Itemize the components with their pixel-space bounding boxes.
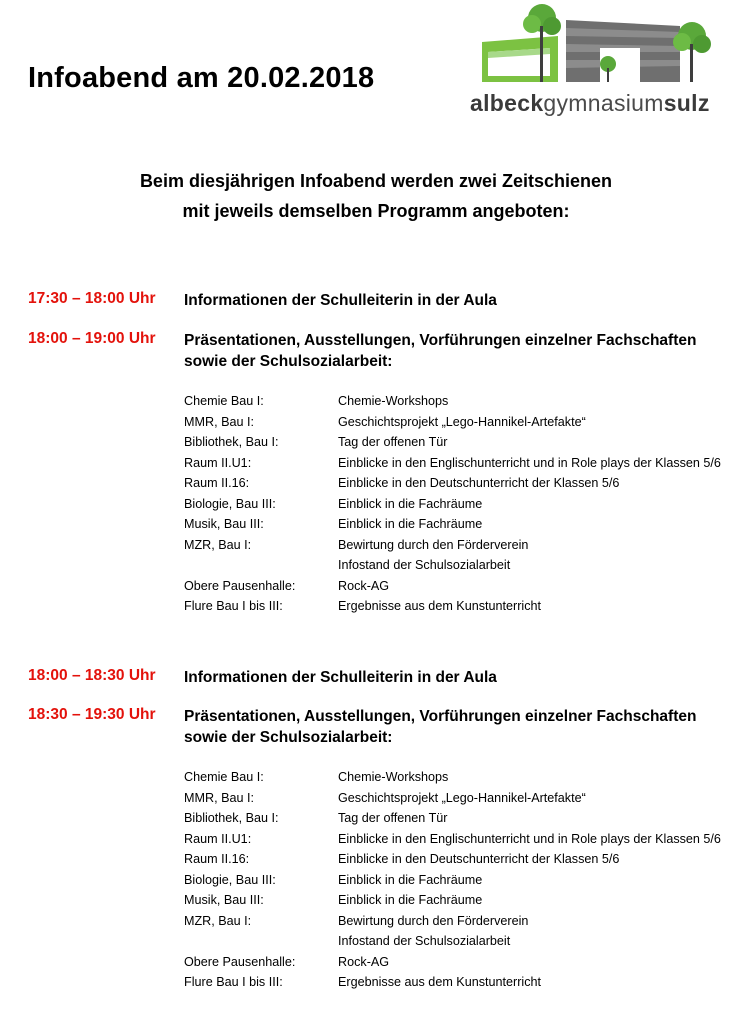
- activity-cell: Einblicke in den Englischunterricht und in Role plays der Klassen 5/6: [338, 831, 721, 846]
- table-row: [184, 538, 744, 559]
- intro-line-2: mit jeweils demselben Programm angeboten:: [182, 201, 570, 221]
- location-cell: Bibliothek, Bau I:: [184, 435, 279, 449]
- table-row: [184, 456, 744, 477]
- table-row: [184, 852, 744, 873]
- school-logo: [466, 2, 736, 126]
- slot-1b-title-line-2: sowie der Schulsozialarbeit:: [184, 353, 393, 370]
- location-cell: Chemie Bau I:: [184, 770, 264, 784]
- activity-cell: Bewirtung durch den Förderverein: [338, 537, 529, 552]
- table-row: [184, 517, 744, 538]
- table-row: [184, 599, 744, 620]
- activity-cell: Einblicke in den Deutschunterricht der Klassen 5/6: [338, 476, 620, 490]
- table-row: [184, 791, 744, 812]
- location-cell: MMR, Bau I:: [184, 414, 254, 429]
- table-row: [184, 770, 744, 791]
- table-row: [184, 893, 744, 914]
- intro-text: [0, 166, 752, 226]
- table-row: [184, 394, 744, 415]
- location-cell: Raum II.U1:: [184, 455, 252, 470]
- table-row: [184, 435, 744, 456]
- slot-2b-title-line-2: sowie der Schulsozialarbeit:: [184, 729, 393, 746]
- activity-cell: Geschichtsprojekt „Lego-Hannikel-Artefakte“: [338, 790, 586, 805]
- location-cell: Obere Pausenhalle:: [184, 954, 296, 969]
- location-cell: Raum II.U1:: [184, 831, 252, 846]
- activity-cell: Einblicke in den Deutschunterricht der Klassen 5/6: [338, 852, 620, 866]
- location-cell: Biologie, Bau III:: [184, 496, 276, 511]
- table-row: [184, 811, 744, 832]
- location-cell: MMR, Bau I:: [184, 790, 254, 805]
- schedule-1-table: [184, 394, 744, 620]
- activity-cell: Ergebnisse aus dem Kunstunterricht: [338, 599, 542, 613]
- activity-cell: Einblick in die Fachräume: [338, 517, 483, 531]
- activity-cell: Bewirtung durch den Förderverein: [338, 913, 529, 928]
- activity-cell: Einblicke in den Englischunterricht und in Role plays der Klassen 5/6: [338, 455, 721, 470]
- school-building-logo-icon: [480, 2, 720, 88]
- table-row: [184, 832, 744, 853]
- activity-cell: Einblick in die Fachräume: [338, 872, 483, 887]
- location-cell: Flure Bau I bis III:: [184, 599, 283, 613]
- schedule-2-table: [184, 770, 744, 996]
- slot-2b-title: [184, 706, 696, 748]
- location-cell: MZR, Bau I:: [184, 537, 252, 552]
- table-row: [184, 934, 744, 955]
- slot-1b-title-line-1: Präsentationen, Ausstellungen, Vorführungen einzelner Fachschaften: [184, 332, 697, 349]
- table-row: [184, 914, 744, 935]
- intro-line-1: Beim diesjährigen Infoabend werden zwei Zeitschienen: [139, 171, 613, 191]
- activity-cell: Rock-AG: [338, 954, 390, 969]
- page-title: Infoabend am 20.02.2018: [28, 62, 375, 94]
- location-cell: Biologie, Bau III:: [184, 872, 276, 887]
- activity-cell: Rock-AG: [338, 578, 390, 593]
- time-slot-1a: 17:30 – 18:00 Uhr: [28, 290, 156, 307]
- activity-cell: Infostand der Schulsozialarbeit: [338, 934, 511, 948]
- table-row: [184, 415, 744, 436]
- table-row: [184, 955, 744, 976]
- location-cell: Musik, Bau III:: [184, 517, 264, 531]
- table-row: [184, 873, 744, 894]
- slot-1b-title: [184, 330, 696, 372]
- slot-1a-title: Informationen der Schulleiterin in der Aula: [184, 292, 497, 309]
- activity-cell: Einblick in die Fachräume: [338, 496, 483, 511]
- table-row: [184, 579, 744, 600]
- activity-cell: Tag der offenen Tür: [338, 435, 448, 449]
- location-cell: MZR, Bau I:: [184, 913, 252, 928]
- location-cell: Raum II.16:: [184, 852, 250, 866]
- time-slot-2b: 18:30 – 19:30 Uhr: [28, 706, 156, 723]
- location-cell: Chemie Bau I:: [184, 394, 264, 408]
- location-cell: Obere Pausenhalle:: [184, 578, 296, 593]
- table-row: [184, 975, 744, 996]
- time-slot-2a: 18:00 – 18:30 Uhr: [28, 667, 156, 684]
- slot-2a-title: Informationen der Schulleiterin in der Aula: [184, 669, 497, 686]
- table-row: [184, 558, 744, 579]
- activity-cell: Geschichtsprojekt „Lego-Hannikel-Artefakte“: [338, 414, 586, 429]
- activity-cell: Tag der offenen Tür: [338, 811, 448, 825]
- slot-2b-title-line-1: Präsentationen, Ausstellungen, Vorführungen einzelner Fachschaften: [184, 708, 697, 725]
- location-cell: Musik, Bau III:: [184, 893, 264, 907]
- time-slot-1b: 18:00 – 19:00 Uhr: [28, 330, 156, 347]
- activity-cell: Ergebnisse aus dem Kunstunterricht: [338, 975, 542, 989]
- school-name: albeckgymnasiumsulz: [470, 90, 710, 116]
- activity-cell: Chemie-Workshops: [338, 770, 449, 784]
- activity-cell: Einblick in die Fachräume: [338, 893, 483, 907]
- location-cell: Bibliothek, Bau I:: [184, 811, 279, 825]
- activity-cell: Chemie-Workshops: [338, 394, 449, 408]
- activity-cell: Infostand der Schulsozialarbeit: [338, 558, 511, 572]
- location-cell: Raum II.16:: [184, 476, 250, 490]
- table-row: [184, 497, 744, 518]
- table-row: [184, 476, 744, 497]
- location-cell: Flure Bau I bis III:: [184, 975, 283, 989]
